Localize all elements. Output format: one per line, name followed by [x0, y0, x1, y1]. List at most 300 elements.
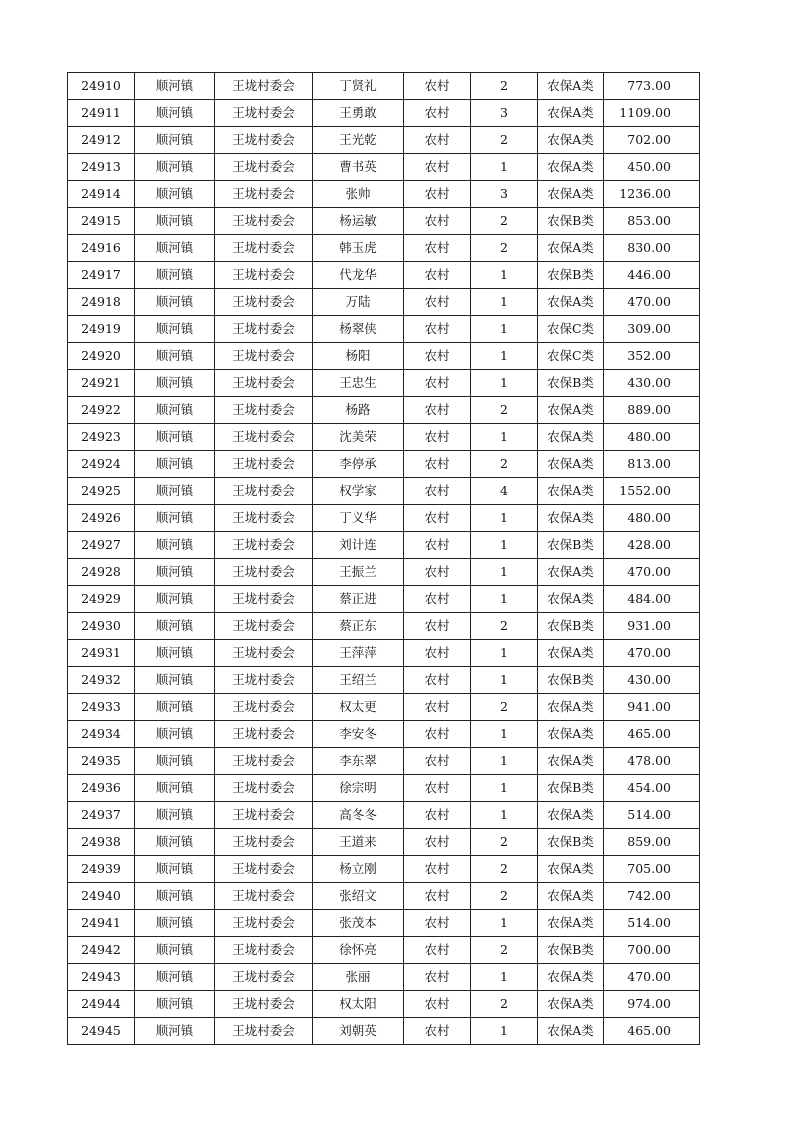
household-type-cell: 农村	[404, 532, 471, 559]
serial-number-cell: 24941	[68, 910, 135, 937]
town-cell: 顺河镇	[135, 748, 215, 775]
person-count-cell: 1	[471, 721, 538, 748]
town-cell: 顺河镇	[135, 640, 215, 667]
table-row	[68, 154, 700, 181]
household-type-cell: 农村	[404, 586, 471, 613]
household-type-cell: 农村	[404, 937, 471, 964]
village-committee-cell: 王垅村委会	[215, 991, 313, 1018]
insurance-class-cell: 农保A类	[538, 1018, 604, 1045]
village-committee-cell: 王垅村委会	[215, 613, 313, 640]
table-body	[68, 73, 700, 1045]
household-type-cell: 农村	[404, 343, 471, 370]
table-row	[68, 127, 700, 154]
insurance-class-cell: 农保B类	[538, 370, 604, 397]
person-count-cell: 1	[471, 775, 538, 802]
amount-cell: 428.00	[604, 532, 700, 559]
person-count-cell: 2	[471, 451, 538, 478]
insurance-class-cell: 农保B类	[538, 937, 604, 964]
name-cell: 李安冬	[313, 721, 404, 748]
amount-cell: 889.00	[604, 397, 700, 424]
person-count-cell: 2	[471, 883, 538, 910]
name-cell: 杨立刚	[313, 856, 404, 883]
serial-number-cell: 24940	[68, 883, 135, 910]
serial-number-cell: 24922	[68, 397, 135, 424]
household-type-cell: 农村	[404, 748, 471, 775]
person-count-cell: 2	[471, 397, 538, 424]
person-count-cell: 1	[471, 289, 538, 316]
serial-number-cell: 24927	[68, 532, 135, 559]
insurance-class-cell: 农保A类	[538, 856, 604, 883]
person-count-cell: 1	[471, 559, 538, 586]
town-cell: 顺河镇	[135, 262, 215, 289]
table-row	[68, 397, 700, 424]
insurance-class-cell: 农保A类	[538, 181, 604, 208]
table-row	[68, 991, 700, 1018]
table-row	[68, 856, 700, 883]
village-committee-cell: 王垅村委会	[215, 964, 313, 991]
insurance-class-cell: 农保A类	[538, 478, 604, 505]
village-committee-cell: 王垅村委会	[215, 289, 313, 316]
amount-cell: 705.00	[604, 856, 700, 883]
village-committee-cell: 王垅村委会	[215, 424, 313, 451]
table-row	[68, 1018, 700, 1045]
insurance-class-cell: 农保A类	[538, 154, 604, 181]
household-type-cell: 农村	[404, 127, 471, 154]
table-row	[68, 586, 700, 613]
table-row	[68, 667, 700, 694]
person-count-cell: 2	[471, 208, 538, 235]
person-count-cell: 1	[471, 964, 538, 991]
name-cell: 杨阳	[313, 343, 404, 370]
subsidy-table	[67, 72, 700, 1045]
serial-number-cell: 24918	[68, 289, 135, 316]
village-committee-cell: 王垅村委会	[215, 73, 313, 100]
serial-number-cell: 24924	[68, 451, 135, 478]
household-type-cell: 农村	[404, 613, 471, 640]
name-cell: 杨路	[313, 397, 404, 424]
household-type-cell: 农村	[404, 802, 471, 829]
table-row	[68, 208, 700, 235]
name-cell: 李东翠	[313, 748, 404, 775]
person-count-cell: 1	[471, 532, 538, 559]
village-committee-cell: 王垅村委会	[215, 694, 313, 721]
person-count-cell: 1	[471, 802, 538, 829]
insurance-class-cell: 农保C类	[538, 316, 604, 343]
serial-number-cell: 24921	[68, 370, 135, 397]
table-row	[68, 343, 700, 370]
table-row	[68, 181, 700, 208]
person-count-cell: 3	[471, 100, 538, 127]
insurance-class-cell: 农保A类	[538, 991, 604, 1018]
person-count-cell: 1	[471, 316, 538, 343]
serial-number-cell: 24912	[68, 127, 135, 154]
town-cell: 顺河镇	[135, 937, 215, 964]
amount-cell: 309.00	[604, 316, 700, 343]
table-row	[68, 964, 700, 991]
household-type-cell: 农村	[404, 370, 471, 397]
insurance-class-cell: 农保B类	[538, 532, 604, 559]
village-committee-cell: 王垅村委会	[215, 343, 313, 370]
amount-cell: 742.00	[604, 883, 700, 910]
table-row	[68, 748, 700, 775]
person-count-cell: 1	[471, 154, 538, 181]
name-cell: 杨翠侠	[313, 316, 404, 343]
town-cell: 顺河镇	[135, 505, 215, 532]
village-committee-cell: 王垅村委会	[215, 937, 313, 964]
insurance-class-cell: 农保B类	[538, 262, 604, 289]
insurance-class-cell: 农保A类	[538, 289, 604, 316]
name-cell: 刘计连	[313, 532, 404, 559]
town-cell: 顺河镇	[135, 100, 215, 127]
serial-number-cell: 24923	[68, 424, 135, 451]
name-cell: 丁贤礼	[313, 73, 404, 100]
village-committee-cell: 王垅村委会	[215, 559, 313, 586]
name-cell: 王振兰	[313, 559, 404, 586]
name-cell: 张丽	[313, 964, 404, 991]
name-cell: 王萍萍	[313, 640, 404, 667]
amount-cell: 931.00	[604, 613, 700, 640]
household-type-cell: 农村	[404, 1018, 471, 1045]
amount-cell: 514.00	[604, 910, 700, 937]
serial-number-cell: 24944	[68, 991, 135, 1018]
serial-number-cell: 24911	[68, 100, 135, 127]
household-type-cell: 农村	[404, 883, 471, 910]
household-type-cell: 农村	[404, 775, 471, 802]
name-cell: 韩玉虎	[313, 235, 404, 262]
amount-cell: 484.00	[604, 586, 700, 613]
insurance-class-cell: 农保B类	[538, 208, 604, 235]
insurance-class-cell: 农保A类	[538, 964, 604, 991]
table-row	[68, 613, 700, 640]
town-cell: 顺河镇	[135, 559, 215, 586]
person-count-cell: 1	[471, 667, 538, 694]
village-committee-cell: 王垅村委会	[215, 1018, 313, 1045]
amount-cell: 430.00	[604, 370, 700, 397]
insurance-class-cell: 农保A类	[538, 586, 604, 613]
amount-cell: 465.00	[604, 1018, 700, 1045]
village-committee-cell: 王垅村委会	[215, 127, 313, 154]
table-row	[68, 289, 700, 316]
serial-number-cell: 24937	[68, 802, 135, 829]
household-type-cell: 农村	[404, 667, 471, 694]
serial-number-cell: 24928	[68, 559, 135, 586]
village-committee-cell: 王垅村委会	[215, 505, 313, 532]
amount-cell: 478.00	[604, 748, 700, 775]
serial-number-cell: 24914	[68, 181, 135, 208]
name-cell: 蔡正进	[313, 586, 404, 613]
household-type-cell: 农村	[404, 424, 471, 451]
name-cell: 曹书英	[313, 154, 404, 181]
village-committee-cell: 王垅村委会	[215, 910, 313, 937]
serial-number-cell: 24931	[68, 640, 135, 667]
table-row	[68, 559, 700, 586]
table-row	[68, 640, 700, 667]
insurance-class-cell: 农保B类	[538, 775, 604, 802]
serial-number-cell: 24913	[68, 154, 135, 181]
town-cell: 顺河镇	[135, 910, 215, 937]
insurance-class-cell: 农保A类	[538, 640, 604, 667]
insurance-class-cell: 农保A类	[538, 694, 604, 721]
person-count-cell: 2	[471, 127, 538, 154]
table-row	[68, 532, 700, 559]
serial-number-cell: 24945	[68, 1018, 135, 1045]
household-type-cell: 农村	[404, 478, 471, 505]
household-type-cell: 农村	[404, 910, 471, 937]
person-count-cell: 3	[471, 181, 538, 208]
household-type-cell: 农村	[404, 505, 471, 532]
table-row	[68, 937, 700, 964]
insurance-class-cell: 农保A类	[538, 451, 604, 478]
household-type-cell: 农村	[404, 694, 471, 721]
name-cell: 李停承	[313, 451, 404, 478]
amount-cell: 446.00	[604, 262, 700, 289]
village-committee-cell: 王垅村委会	[215, 181, 313, 208]
amount-cell: 352.00	[604, 343, 700, 370]
amount-cell: 480.00	[604, 424, 700, 451]
person-count-cell: 2	[471, 829, 538, 856]
amount-cell: 941.00	[604, 694, 700, 721]
village-committee-cell: 王垅村委会	[215, 640, 313, 667]
town-cell: 顺河镇	[135, 343, 215, 370]
serial-number-cell: 24917	[68, 262, 135, 289]
person-count-cell: 2	[471, 235, 538, 262]
table-row	[68, 775, 700, 802]
insurance-class-cell: 农保A类	[538, 100, 604, 127]
village-committee-cell: 王垅村委会	[215, 262, 313, 289]
name-cell: 蔡正东	[313, 613, 404, 640]
name-cell: 权太更	[313, 694, 404, 721]
table-row	[68, 451, 700, 478]
town-cell: 顺河镇	[135, 694, 215, 721]
insurance-class-cell: 农保B类	[538, 667, 604, 694]
name-cell: 张绍文	[313, 883, 404, 910]
village-committee-cell: 王垅村委会	[215, 586, 313, 613]
village-committee-cell: 王垅村委会	[215, 451, 313, 478]
name-cell: 权太阳	[313, 991, 404, 1018]
serial-number-cell: 24925	[68, 478, 135, 505]
village-committee-cell: 王垅村委会	[215, 721, 313, 748]
person-count-cell: 2	[471, 694, 538, 721]
serial-number-cell: 24942	[68, 937, 135, 964]
household-type-cell: 农村	[404, 559, 471, 586]
village-committee-cell: 王垅村委会	[215, 667, 313, 694]
serial-number-cell: 24920	[68, 343, 135, 370]
insurance-class-cell: 农保A类	[538, 505, 604, 532]
person-count-cell: 1	[471, 748, 538, 775]
name-cell: 徐宗明	[313, 775, 404, 802]
town-cell: 顺河镇	[135, 235, 215, 262]
household-type-cell: 农村	[404, 181, 471, 208]
village-committee-cell: 王垅村委会	[215, 397, 313, 424]
amount-cell: 1236.00	[604, 181, 700, 208]
insurance-class-cell: 农保A类	[538, 127, 604, 154]
household-type-cell: 农村	[404, 829, 471, 856]
serial-number-cell: 24935	[68, 748, 135, 775]
name-cell: 王忠生	[313, 370, 404, 397]
table-row	[68, 694, 700, 721]
town-cell: 顺河镇	[135, 964, 215, 991]
town-cell: 顺河镇	[135, 721, 215, 748]
table-row	[68, 910, 700, 937]
table-row	[68, 370, 700, 397]
household-type-cell: 农村	[404, 154, 471, 181]
name-cell: 代龙华	[313, 262, 404, 289]
household-type-cell: 农村	[404, 640, 471, 667]
table-row	[68, 73, 700, 100]
person-count-cell: 2	[471, 937, 538, 964]
name-cell: 王光乾	[313, 127, 404, 154]
insurance-class-cell: 农保A类	[538, 559, 604, 586]
table-row	[68, 100, 700, 127]
household-type-cell: 农村	[404, 451, 471, 478]
serial-number-cell: 24930	[68, 613, 135, 640]
amount-cell: 430.00	[604, 667, 700, 694]
village-committee-cell: 王垅村委会	[215, 370, 313, 397]
insurance-class-cell: 农保A类	[538, 910, 604, 937]
village-committee-cell: 王垅村委会	[215, 802, 313, 829]
amount-cell: 1552.00	[604, 478, 700, 505]
person-count-cell: 1	[471, 370, 538, 397]
serial-number-cell: 24929	[68, 586, 135, 613]
person-count-cell: 2	[471, 73, 538, 100]
household-type-cell: 农村	[404, 262, 471, 289]
town-cell: 顺河镇	[135, 829, 215, 856]
table-row	[68, 505, 700, 532]
insurance-class-cell: 农保A类	[538, 802, 604, 829]
person-count-cell: 1	[471, 1018, 538, 1045]
name-cell: 徐怀亮	[313, 937, 404, 964]
person-count-cell: 1	[471, 424, 538, 451]
name-cell: 王道来	[313, 829, 404, 856]
amount-cell: 454.00	[604, 775, 700, 802]
name-cell: 杨运敏	[313, 208, 404, 235]
name-cell: 万陆	[313, 289, 404, 316]
insurance-class-cell: 农保A类	[538, 397, 604, 424]
person-count-cell: 2	[471, 613, 538, 640]
household-type-cell: 农村	[404, 316, 471, 343]
person-count-cell: 2	[471, 991, 538, 1018]
town-cell: 顺河镇	[135, 370, 215, 397]
table-row	[68, 262, 700, 289]
household-type-cell: 农村	[404, 73, 471, 100]
serial-number-cell: 24910	[68, 73, 135, 100]
table-row	[68, 829, 700, 856]
amount-cell: 853.00	[604, 208, 700, 235]
household-type-cell: 农村	[404, 289, 471, 316]
village-committee-cell: 王垅村委会	[215, 829, 313, 856]
amount-cell: 773.00	[604, 73, 700, 100]
serial-number-cell: 24916	[68, 235, 135, 262]
household-type-cell: 农村	[404, 100, 471, 127]
insurance-class-cell: 农保A类	[538, 73, 604, 100]
amount-cell: 470.00	[604, 559, 700, 586]
amount-cell: 470.00	[604, 640, 700, 667]
town-cell: 顺河镇	[135, 316, 215, 343]
household-type-cell: 农村	[404, 397, 471, 424]
village-committee-cell: 王垅村委会	[215, 208, 313, 235]
insurance-class-cell: 农保A类	[538, 721, 604, 748]
name-cell: 权学家	[313, 478, 404, 505]
person-count-cell: 1	[471, 910, 538, 937]
name-cell: 沈美荣	[313, 424, 404, 451]
insurance-class-cell: 农保A类	[538, 883, 604, 910]
town-cell: 顺河镇	[135, 613, 215, 640]
serial-number-cell: 24915	[68, 208, 135, 235]
table-row	[68, 316, 700, 343]
insurance-class-cell: 农保B类	[538, 829, 604, 856]
name-cell: 张帅	[313, 181, 404, 208]
town-cell: 顺河镇	[135, 856, 215, 883]
serial-number-cell: 24939	[68, 856, 135, 883]
person-count-cell: 1	[471, 343, 538, 370]
town-cell: 顺河镇	[135, 127, 215, 154]
amount-cell: 1109.00	[604, 100, 700, 127]
village-committee-cell: 王垅村委会	[215, 100, 313, 127]
town-cell: 顺河镇	[135, 532, 215, 559]
amount-cell: 702.00	[604, 127, 700, 154]
town-cell: 顺河镇	[135, 397, 215, 424]
name-cell: 张茂本	[313, 910, 404, 937]
town-cell: 顺河镇	[135, 883, 215, 910]
amount-cell: 470.00	[604, 289, 700, 316]
table-row	[68, 235, 700, 262]
amount-cell: 859.00	[604, 829, 700, 856]
person-count-cell: 2	[471, 856, 538, 883]
amount-cell: 830.00	[604, 235, 700, 262]
serial-number-cell: 24936	[68, 775, 135, 802]
serial-number-cell: 24932	[68, 667, 135, 694]
person-count-cell: 1	[471, 586, 538, 613]
person-count-cell: 4	[471, 478, 538, 505]
amount-cell: 470.00	[604, 964, 700, 991]
household-type-cell: 农村	[404, 964, 471, 991]
village-committee-cell: 王垅村委会	[215, 154, 313, 181]
table-row	[68, 883, 700, 910]
village-committee-cell: 王垅村委会	[215, 532, 313, 559]
town-cell: 顺河镇	[135, 154, 215, 181]
household-type-cell: 农村	[404, 856, 471, 883]
name-cell: 王绍兰	[313, 667, 404, 694]
name-cell: 丁义华	[313, 505, 404, 532]
amount-cell: 514.00	[604, 802, 700, 829]
insurance-class-cell: 农保B类	[538, 613, 604, 640]
town-cell: 顺河镇	[135, 289, 215, 316]
town-cell: 顺河镇	[135, 73, 215, 100]
town-cell: 顺河镇	[135, 424, 215, 451]
household-type-cell: 农村	[404, 991, 471, 1018]
table-row	[68, 721, 700, 748]
village-committee-cell: 王垅村委会	[215, 883, 313, 910]
town-cell: 顺河镇	[135, 667, 215, 694]
town-cell: 顺河镇	[135, 775, 215, 802]
town-cell: 顺河镇	[135, 478, 215, 505]
amount-cell: 813.00	[604, 451, 700, 478]
village-committee-cell: 王垅村委会	[215, 748, 313, 775]
village-committee-cell: 王垅村委会	[215, 316, 313, 343]
town-cell: 顺河镇	[135, 586, 215, 613]
household-type-cell: 农村	[404, 235, 471, 262]
name-cell: 王勇敢	[313, 100, 404, 127]
table-row	[68, 802, 700, 829]
town-cell: 顺河镇	[135, 1018, 215, 1045]
town-cell: 顺河镇	[135, 451, 215, 478]
village-committee-cell: 王垅村委会	[215, 775, 313, 802]
amount-cell: 480.00	[604, 505, 700, 532]
serial-number-cell: 24943	[68, 964, 135, 991]
name-cell: 高冬冬	[313, 802, 404, 829]
serial-number-cell: 24933	[68, 694, 135, 721]
town-cell: 顺河镇	[135, 991, 215, 1018]
